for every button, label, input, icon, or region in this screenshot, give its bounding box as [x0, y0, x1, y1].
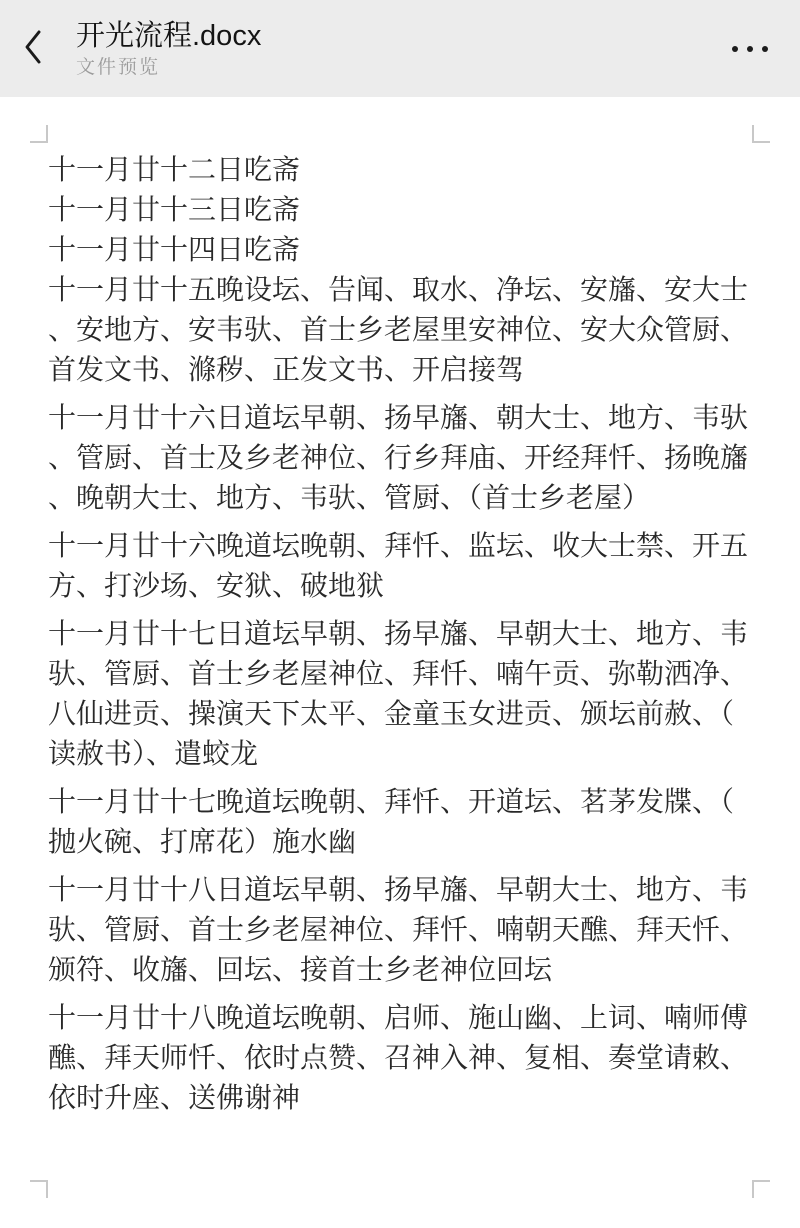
more-button[interactable]	[730, 36, 770, 62]
doc-line: 醮、拜天师忏、依时点赞、召神入神、复相、奏堂请敕、	[48, 1042, 749, 1073]
doc-line: 十一月廿十七日道坛早朝、扬早旛、早朝大士、地方、韦	[48, 618, 749, 649]
doc-paragraph	[48, 270, 752, 390]
doc-line: 首发文书、滌秽、正发文书、开启接驾	[48, 354, 525, 385]
doc-line: 十一月廿十二日吃斋	[48, 154, 301, 185]
ellipsis-icon	[732, 46, 768, 52]
text-boundary-mark-bottom-left	[30, 1180, 48, 1198]
doc-paragraph	[48, 998, 752, 1118]
doc-paragraph	[48, 614, 752, 774]
doc-line: 十一月廿十八晚道坛晚朝、启师、施山幽、上词、喃师傅	[48, 1002, 749, 1033]
doc-line: 颁符、收旛、回坛、接首士乡老神位回坛	[48, 954, 553, 985]
doc-line: 抛火碗、打席花）施水幽	[48, 826, 357, 857]
doc-line: 读赦书）、遣蛟龙	[48, 738, 259, 769]
doc-line: 八仙进贡、操演天下太平、金童玉女进贡、颁坛前赦、（	[48, 698, 735, 729]
preview-label: 文件预览	[76, 57, 161, 78]
text-boundary-mark-bottom-right	[752, 1180, 770, 1198]
doc-line: 十一月廿十四日吃斋	[48, 234, 301, 265]
doc-paragraph	[48, 870, 752, 990]
document-body	[0, 97, 800, 1118]
doc-line: 十一月廿十六日道坛早朝、扬早旛、朝大士、地方、韦驮	[48, 402, 749, 433]
header-titles	[76, 17, 730, 80]
doc-line: 、管厨、首士及乡老神位、行乡拜庙、开经拜忏、扬晚旛	[48, 442, 749, 473]
doc-line: 十一月廿十五晚设坛、告闻、取水、净坛、安旛、安大士	[48, 274, 749, 305]
doc-line: 十一月廿十七晚道坛晚朝、拜忏、开道坛、茗茅发牒、（	[48, 786, 735, 817]
doc-line: 驮、管厨、首士乡老屋神位、拜忏、喃朝天醮、拜天忏、	[48, 914, 749, 945]
doc-line: 驮、管厨、首士乡老屋神位、拜忏、喃午贡、弥勒洒净、	[48, 658, 749, 689]
doc-paragraph	[48, 150, 752, 190]
doc-paragraph	[48, 190, 752, 230]
file-preview-header	[0, 0, 800, 97]
doc-paragraph	[48, 398, 752, 518]
doc-paragraph	[48, 782, 752, 862]
chevron-left-icon	[24, 29, 43, 68]
doc-line: 方、打沙场、安狱、破地狱	[48, 570, 385, 601]
doc-line: 十一月廿十三日吃斋	[48, 194, 301, 225]
doc-line: 依时升座、送佛谢神	[48, 1082, 301, 1113]
doc-line: 十一月廿十六晚道坛晚朝、拜忏、监坛、收大士禁、开五	[48, 530, 749, 561]
doc-line: 、晚朝大士、地方、韦驮、管厨、（首士乡老屋）	[48, 482, 651, 513]
doc-paragraph	[48, 230, 752, 270]
doc-line: 、安地方、安韦驮、首士乡老屋里安神位、安大众管厨、	[48, 314, 749, 345]
file-title: 开光流程.docx	[76, 20, 262, 52]
doc-line: 十一月廿十八日道坛早朝、扬早旛、早朝大士、地方、韦	[48, 874, 749, 905]
back-button[interactable]	[24, 29, 50, 69]
doc-paragraph	[48, 526, 752, 606]
document-preview[interactable]	[0, 97, 800, 1228]
